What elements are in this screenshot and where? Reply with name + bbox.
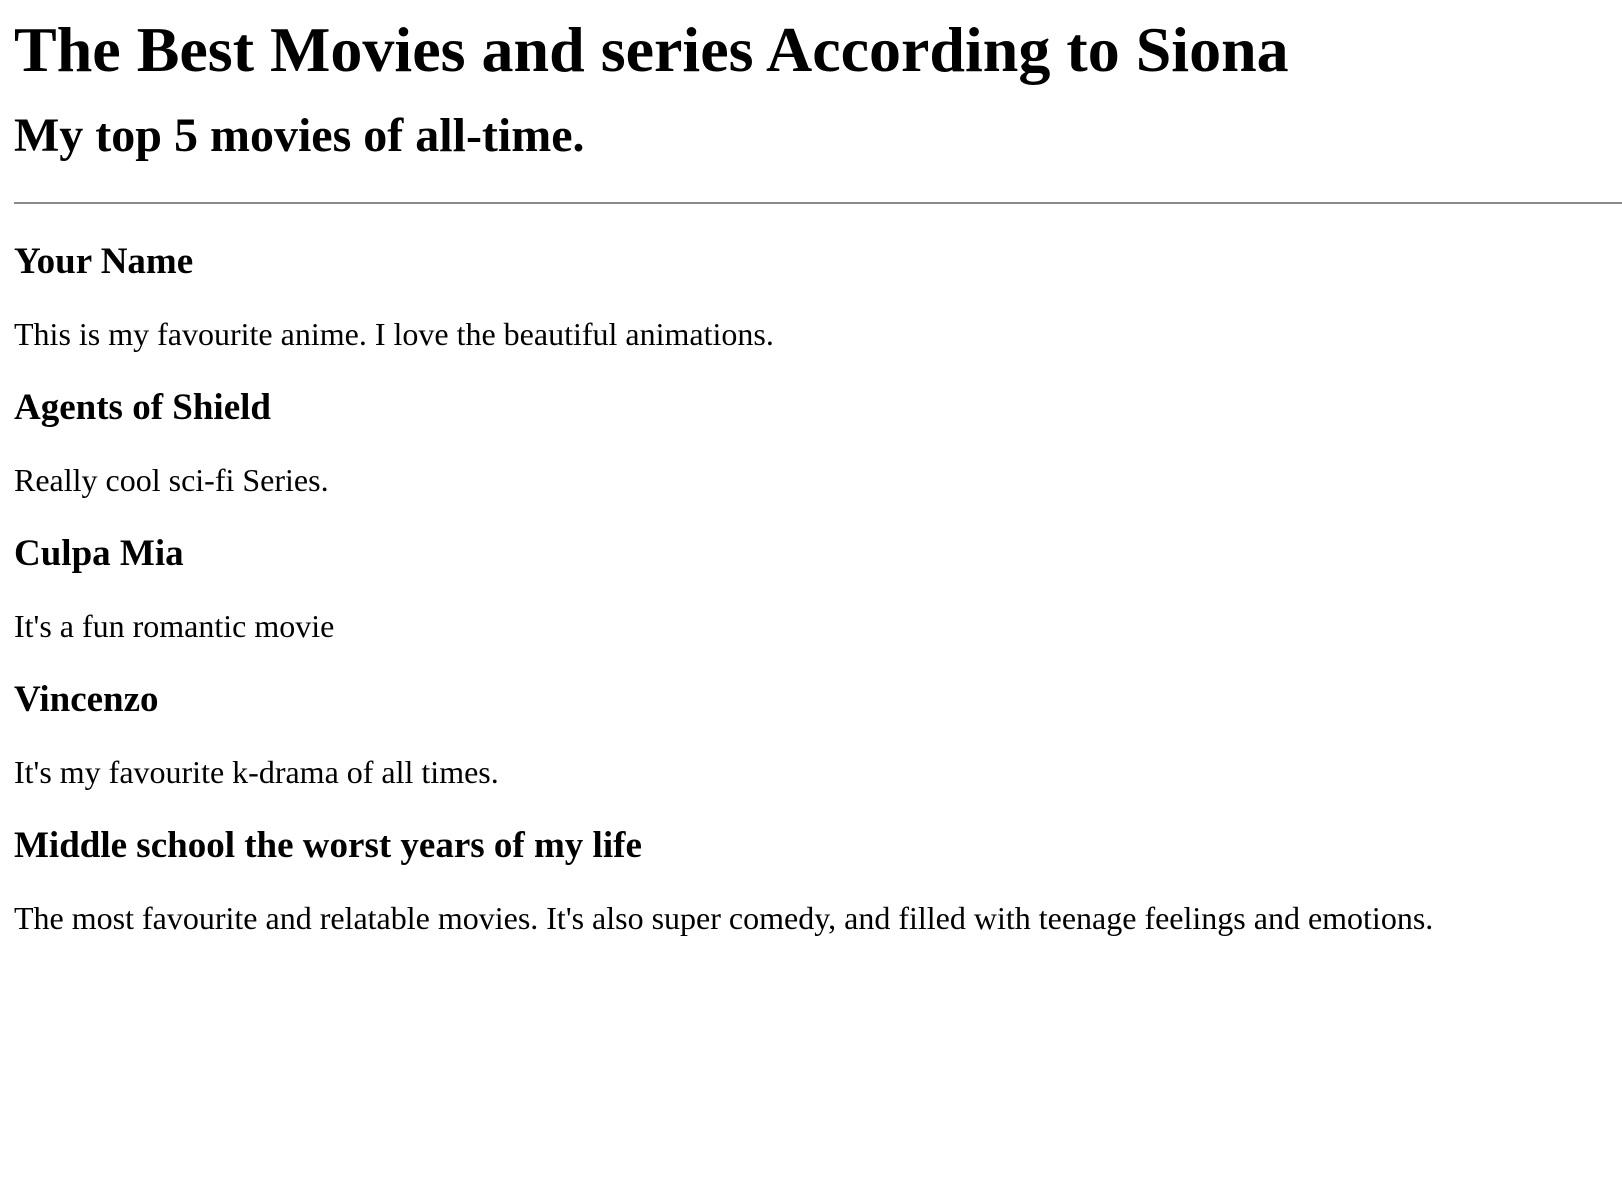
list-item [14, 532, 1622, 646]
movie-title: Vincenzo [14, 679, 159, 720]
list-item [14, 824, 1622, 938]
movie-description: Really cool sci-fi Series. [14, 462, 329, 498]
movie-description: It's a fun romantic movie [14, 608, 335, 644]
movie-list [14, 240, 1622, 938]
list-item [14, 678, 1622, 792]
list-item [14, 240, 1622, 354]
movie-description: The most favourite and relatable movies. It's also super comedy, and filled with teenage feelings and emotions. [14, 900, 1434, 936]
page-subtitle: My top 5 movies of all-time. [14, 109, 585, 162]
movie-description: It's my favourite k-drama of all times. [14, 754, 499, 790]
movie-title: Middle school the worst years of my life [14, 825, 642, 866]
movie-title: Agents of Shield [14, 387, 271, 428]
movie-title: Culpa Mia [14, 533, 184, 574]
movie-description: This is my favourite anime. I love the beautiful animations. [14, 316, 774, 352]
list-item [14, 386, 1622, 500]
divider [14, 202, 1622, 204]
movie-title: Your Name [14, 241, 194, 282]
page-title: The Best Movies and series According to Siona [14, 14, 1289, 85]
